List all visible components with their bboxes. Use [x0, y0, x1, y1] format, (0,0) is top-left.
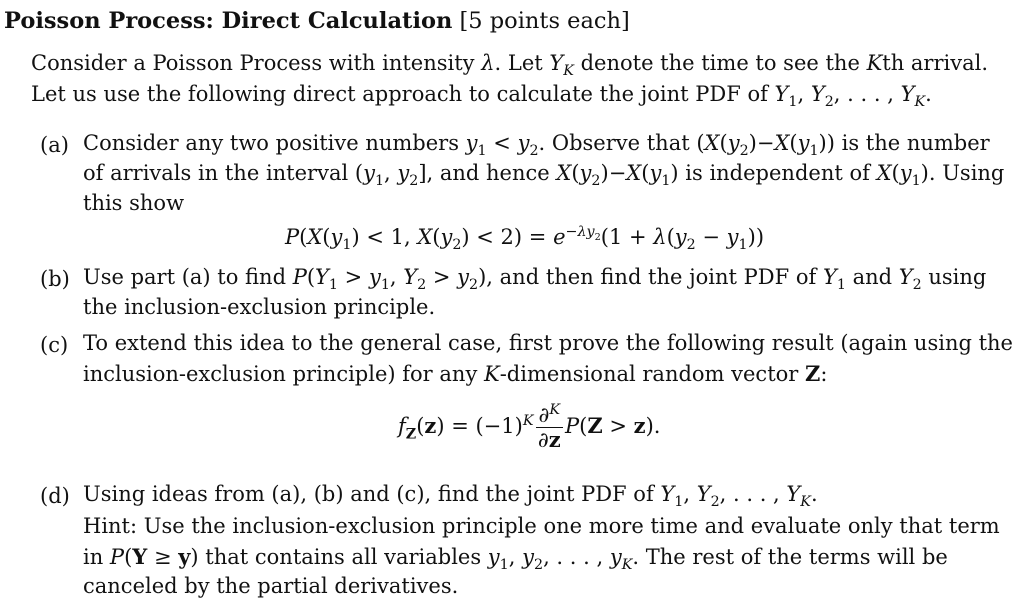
- part-b-label: (b): [40, 267, 70, 291]
- part-a-line-2: of arrivals in the interval ($y_1$, $y_2$], and hence $X(y_2)-X(y_1)$ is independent of $X(y_1)$. Using: [83, 161, 1005, 190]
- part-a-line-1: Consider any two positive numbers $y_1 < y_2$. Observe that $(X(y_2)-X(y_1))$ is the number: [83, 131, 990, 160]
- part-d-line-2: Hint: Use the inclusion-exclusion principle one more time and evaluate only that term: [83, 514, 1000, 538]
- part-d-line-1: Using ideas from (a), (b) and (c), find the joint PDF of $Y_1$, $Y_2$, . . . , $Y_K$.: [83, 482, 818, 511]
- part-c-line-1: To extend this idea to the general case, first prove the following result (again using the: [83, 331, 1013, 355]
- part-b-line-1: Use part (a) to find $P(Y_1 > y_1$, $Y_2 > y_2$), and then find the joint PDF of $Y_1$ and $Y_2$ using: [83, 265, 987, 294]
- intro-line-1: Consider a Poisson Process with intensity λ. Let $Y_K$ denote the time to see the Kth arrival.: [31, 51, 988, 80]
- title-bold: Poisson Process: Direct Calculation: [4, 8, 453, 34]
- title-points: [5 points each]: [459, 8, 630, 34]
- part-a-line-3: this show: [83, 191, 185, 215]
- part-c-label: (c): [40, 333, 69, 357]
- part-b-line-2: the inclusion-exclusion principle.: [83, 295, 436, 319]
- part-c-line-2: inclusion-exclusion principle) for any K-dimensional random vector Z:: [83, 361, 828, 386]
- part-c-equation: $f_Z(z) = (-1)^K$ $\frac{\partial^K}{\partial z}$ P(Z > z).: [398, 402, 661, 453]
- intro-line-2: Let us use the following direct approach to calculate the joint PDF of $Y_1$, $Y_2$, . . . , $Y_K$.: [31, 82, 932, 111]
- problem-title: [4, 8, 630, 34]
- part-d-line-4: canceled by the partial derivatives.: [83, 574, 459, 598]
- part-a-label: (a): [40, 133, 69, 157]
- part-d-label: (d): [40, 484, 70, 508]
- part-a-equation: $P(X(y_1) < 1$, $X(y_2) < 2) = e^{-\lambda y_2}(1 + \lambda(y_2 - y_1))$: [285, 224, 765, 254]
- part-d-line-3: in P(Y ≥ y) that contains all variables $y_1$, $y_2$, . . . , $y_K$. The rest of the terms will be: [83, 544, 948, 574]
